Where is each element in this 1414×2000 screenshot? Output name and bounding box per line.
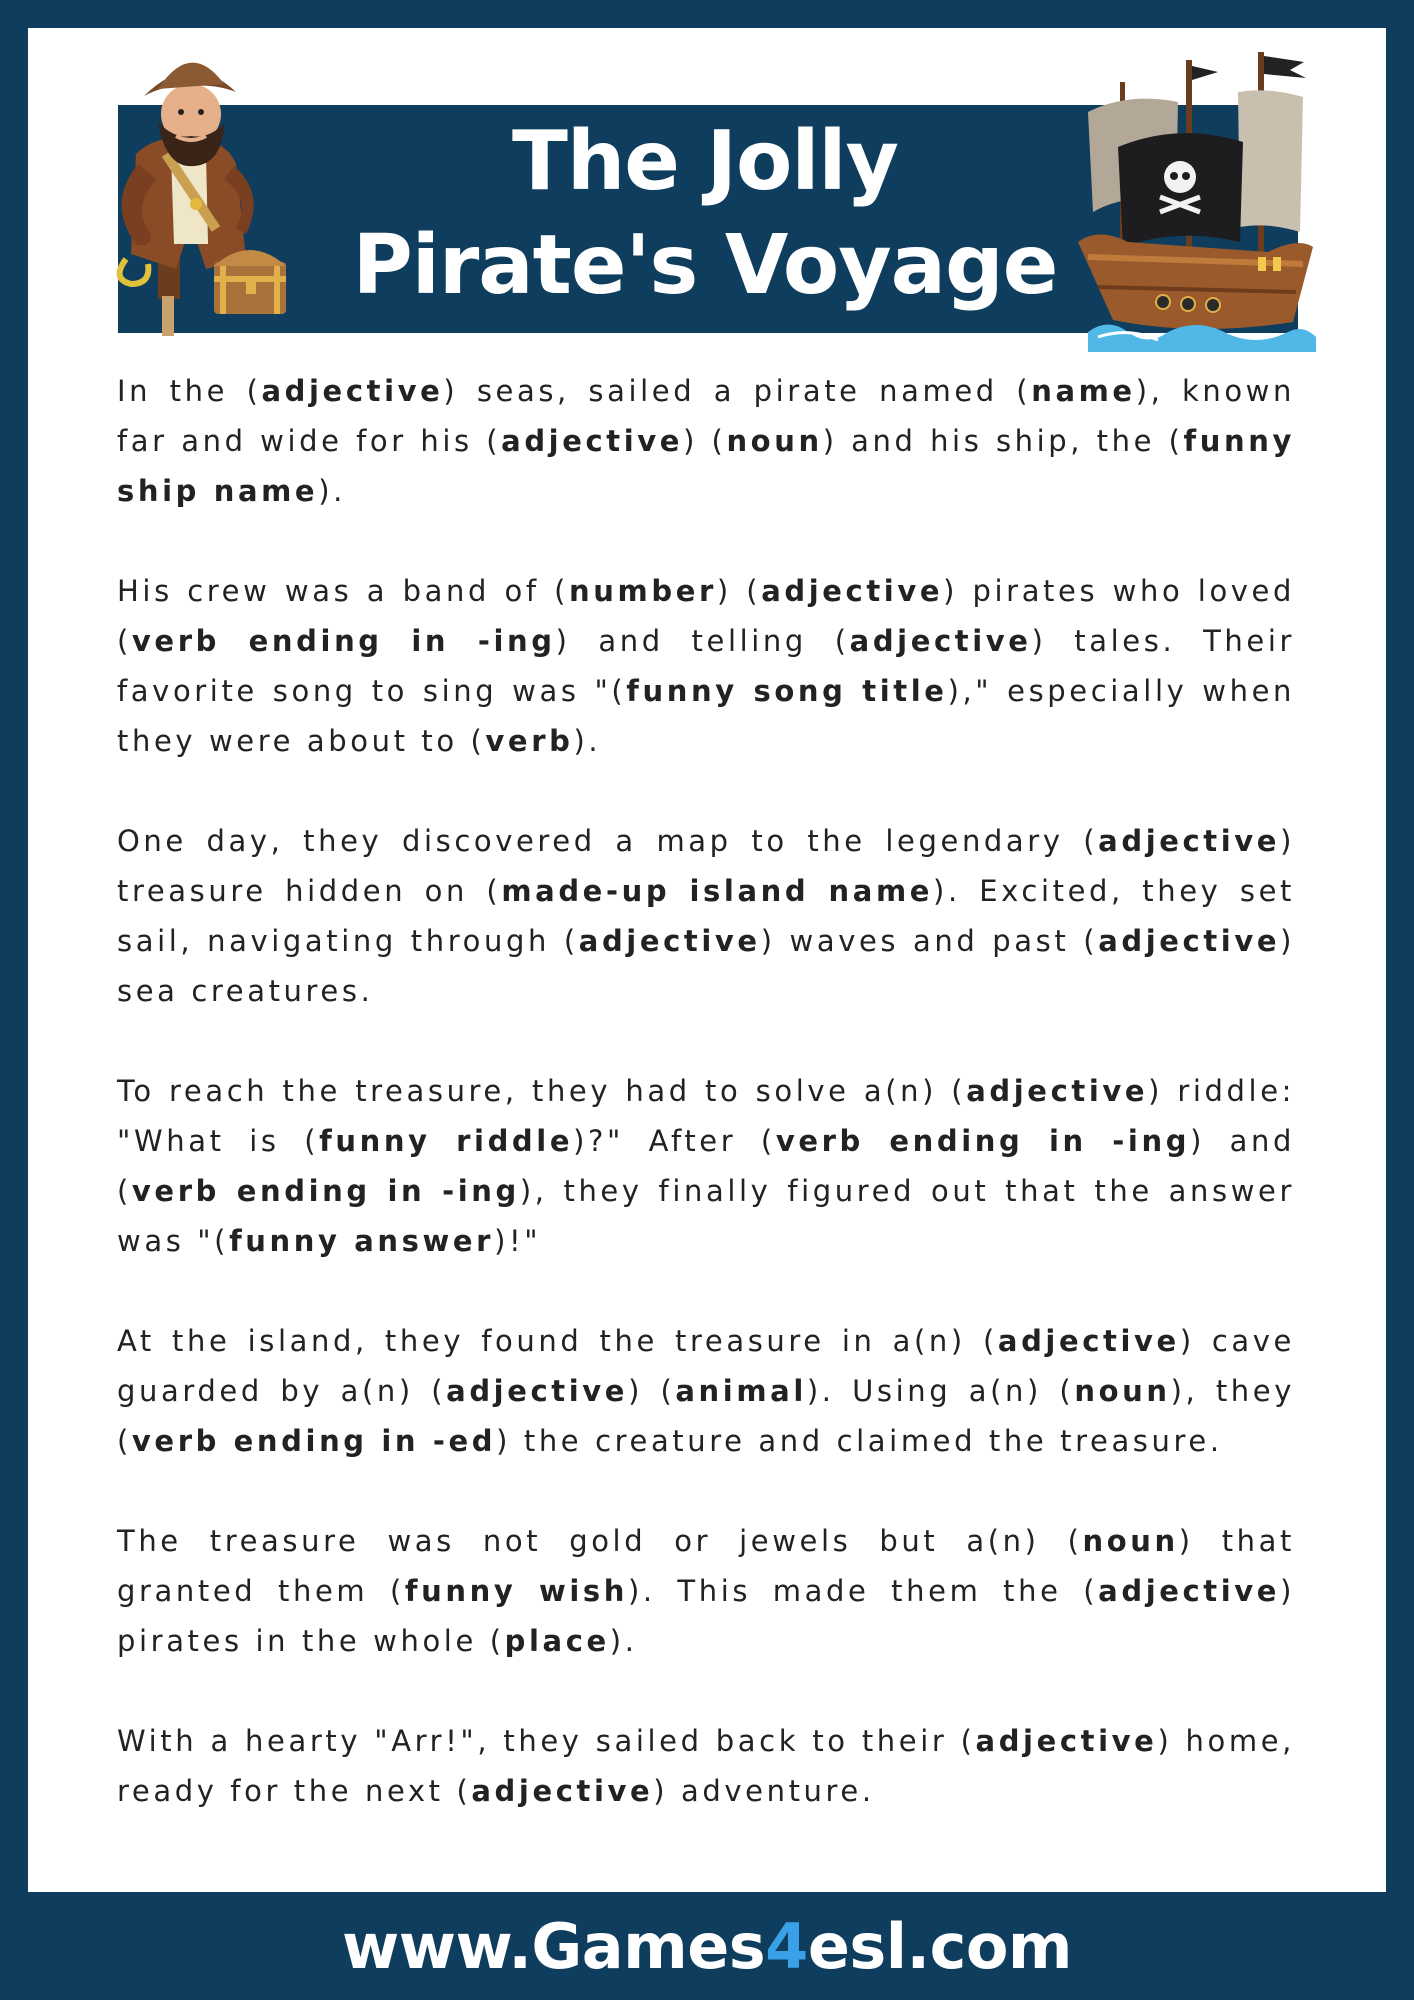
url-accent: 4 xyxy=(765,1909,808,1983)
blank-word-type: adjective xyxy=(849,624,1032,658)
story-paragraph: At the island, they found the treasure in a(n) (adjective) cave guarded by a(n) (adjective) (animal). Using a(n) (noun), they (verb ending in -ed) the creature and claimed the treasure. xyxy=(117,1324,1295,1458)
blank-word-type: funny wish xyxy=(404,1574,628,1608)
website-link[interactable] xyxy=(342,1910,1072,1983)
blank-word-type: made-up island name xyxy=(501,874,934,908)
blank-word-type: adjective xyxy=(261,374,444,408)
blank-word-type: funny riddle xyxy=(319,1124,574,1158)
story-paragraph: To reach the treasure, they had to solve a(n) (adjective) riddle: "What is (funny riddle)?" After (verb ending in -ing) and (verb ending in -ing), they finally figured out that the answer was "(funny answer)!" xyxy=(117,1074,1296,1258)
blank-word-type: verb xyxy=(485,724,574,758)
mad-libs-story xyxy=(117,366,1295,1866)
story-paragraph: In the (adjective) seas, sailed a pirate named (name), known far and wide for his (adjective) (noun) and his ship, the (funny ship name). xyxy=(117,374,1295,508)
blank-word-type: animal xyxy=(675,1374,807,1408)
blank-word-type: adjective xyxy=(1098,924,1281,958)
blank-word-type: adjective xyxy=(975,1724,1158,1758)
blank-word-type: noun xyxy=(1074,1374,1171,1408)
blank-word-type: number xyxy=(569,574,717,608)
page-title xyxy=(300,110,1110,318)
story-paragraph: The treasure was not gold or jewels but a(n) (noun) that granted them (funny wish). This made them the (adjective) pirates in the whole (place). xyxy=(117,1524,1295,1658)
title-line-2: Pirate's Voyage xyxy=(352,218,1058,313)
blank-word-type: funny song title xyxy=(626,674,948,708)
url-part-2: esl.com xyxy=(807,1909,1073,1983)
blank-word-type: adjective xyxy=(578,924,761,958)
blank-word-type: place xyxy=(504,1624,610,1658)
blank-word-type: verb ending in -ing xyxy=(131,1174,520,1208)
blank-word-type: verb ending in -ing xyxy=(775,1124,1191,1158)
blank-word-type: funny ship name xyxy=(117,424,1295,508)
story-paragraph: One day, they discovered a map to the legendary (adjective) treasure hidden on (made-up island name). Excited, they set sail, navigating through (adjective) waves and past (adjective) sea creatures. xyxy=(117,824,1296,1008)
blank-word-type: adjective xyxy=(966,1074,1149,1108)
blank-word-type: funny answer xyxy=(229,1224,495,1258)
blank-word-type: verb ending in -ed xyxy=(131,1424,497,1458)
story-paragraph: With a hearty "Arr!", they sailed back to their (adjective) home, ready for the next (adjective) adventure. xyxy=(117,1724,1295,1808)
blank-word-type: adjective xyxy=(1098,1574,1281,1608)
blank-word-type: adjective xyxy=(471,1774,654,1808)
blank-word-type: adjective xyxy=(501,424,684,458)
blank-word-type: noun xyxy=(726,424,823,458)
blank-word-type: noun xyxy=(1082,1524,1179,1558)
blank-word-type: verb ending in -ing xyxy=(131,624,556,658)
blank-word-type: adjective xyxy=(997,1324,1180,1358)
url-part-1: www.Games xyxy=(341,1909,766,1983)
site-footer xyxy=(0,1892,1414,2000)
blank-word-type: adjective xyxy=(446,1374,629,1408)
pirate-with-treasure-chest-icon xyxy=(96,44,316,344)
title-line-1: The Jolly xyxy=(512,114,898,209)
blank-word-type: name xyxy=(1031,374,1136,408)
blank-word-type: adjective xyxy=(761,574,944,608)
story-paragraph: His crew was a band of (number) (adjective) pirates who loved (verb ending in -ing) and telling (adjective) tales. Their favorite song to sing was "(funny song title)," especially when they were about to (verb). xyxy=(117,574,1295,758)
blank-word-type: adjective xyxy=(1098,824,1281,858)
pirate-ship-icon xyxy=(1068,52,1318,352)
